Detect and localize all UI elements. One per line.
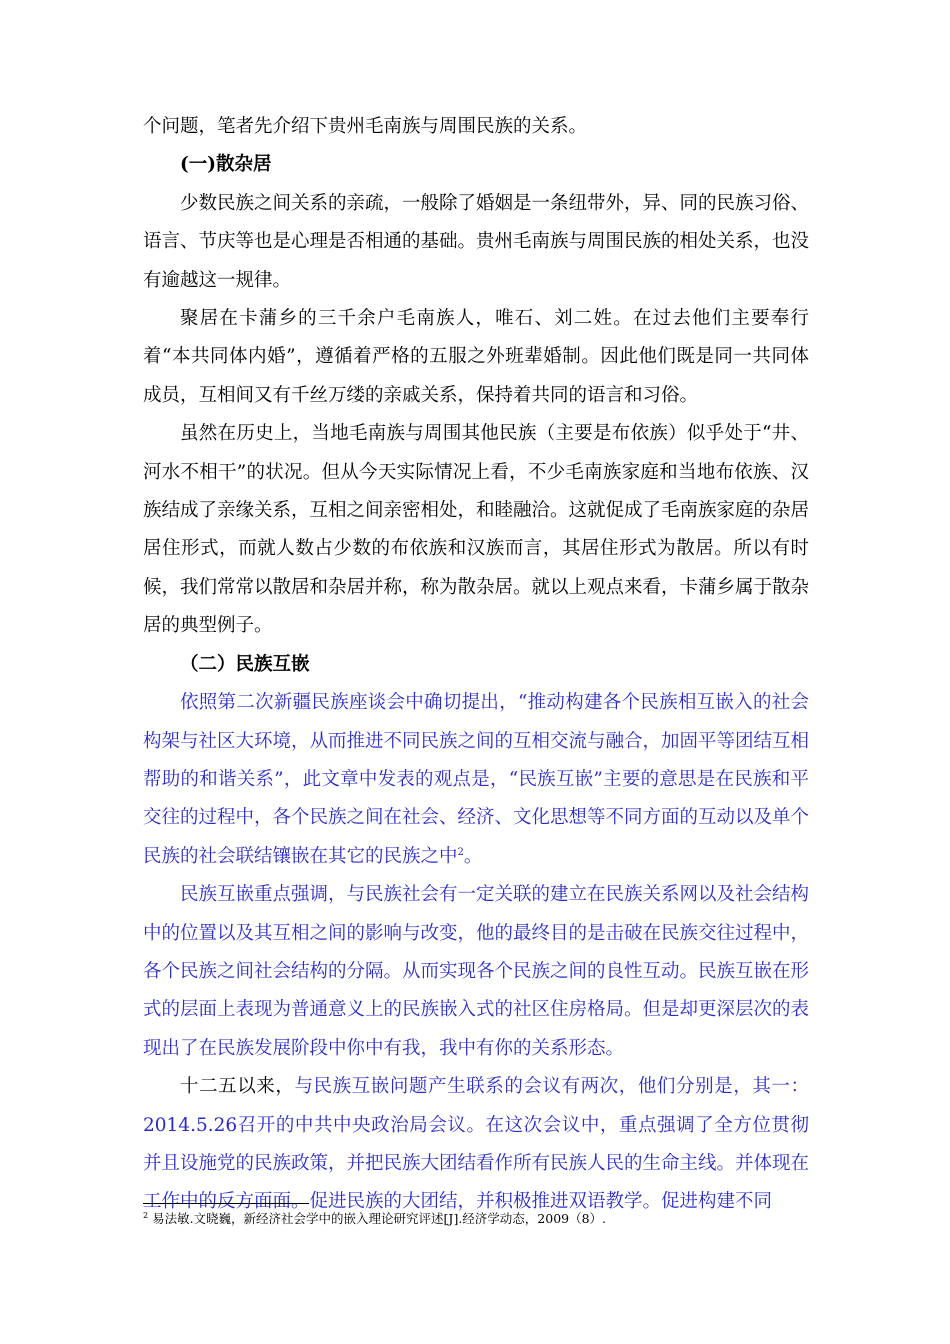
paragraph-6: 民族互嵌重点强调，与民族社会有一定关联的建立在民族关系网以及社会结构中的位置以及其互相之间的影响与改变，他的最终目的是击破在民族交往过程中，各个民族之间社会结构的分隔。从而实现各个民族之间的良性互动。民族互嵌在形式的层面上表现为普通意义上的民族嵌入式的社区住房格局。但是却更深层次的表现出了在民族发展阶段中你中有我，我中有你的关系形态。 [143,884,810,1059]
paragraph-4: 虽然在历史上，当地毛南族与周围其他民族（主要是布依族）似乎处于“井、河水不相干”的状况。但从今天实际情况上看，不少毛南族家庭和当地布依族、汉族结成了亲缘关系，互相之间亲密相处，和睦融洽。这就促成了毛南族家庭的杂居居住形式，而就人数占少数的布依族和汉族而言，其居住形式为散居。所以有时候，我们常常以散居和杂居并称，称为散杂居。就以上观点来看，卡蒲乡属于散杂居的典型例子。 [143,423,810,637]
footnote [143,1209,809,1229]
paragraph-7 [143,1068,809,1222]
footnote-reference: 2 [457,846,464,858]
footnote-text: 易法敏.文晓巍，新经济社会学中的嵌入理论研究评述[J].经济学动态，2009（8）. [152,1211,607,1226]
paragraph-2: 少数民族之间关系的亲疏，一般除了婚姻是一条纽带外，异、同的民族习俗、语言、节庆等也是心理是否相通的基础。贵州毛南族与周围民族的相处关系，也没有逾越这一规律。 [143,192,810,291]
body-text [143,108,809,1222]
section-heading-1: (一)散杂居 [180,154,272,176]
section-heading-2: （二）民族互嵌 [180,653,310,675]
paragraph-5-end: 。 [463,845,483,867]
paragraph-continuation: 个问题，笔者先介绍下贵州毛南族与周围民族的关系。 [143,116,588,137]
footnote-divider [143,1203,309,1204]
paragraph-5 [143,684,809,876]
paragraph-7-text: 与民族互嵌问题产生联系的会议有两次，他们分别是，其一：2014.5.26召开的中共中央政治局会议。在这次会议中，重点强调了全方位贯彻并且设施党的民族政策，并把民族大团结看作所有民族人民的生命主线。并体现在工作中的反方面面。促进民族的大团结，并积极推进双语教学。促进构建不同 [143,1076,810,1213]
paragraph-3: 聚居在卡蒲乡的三千余户毛南族人，唯石、刘二姓。在过去他们主要奉行着“本共同体内婚”，遵循着严格的五服之外班辈婚制。因此他们既是同一共同体成员，互相间又有千丝万缕的亲戚关系，保持着共同的语言和习俗。 [143,308,809,406]
footnote-marker: 2 [143,1210,149,1220]
paragraph-7-lead: 十二五以来， [180,1076,295,1098]
paragraph-5-text: 依照第二次新疆民族座谈会中确切提出，“推动构建各个民族相互嵌入的社会构架与社区大环境，从而推进不同民族之间的互相交流与融合，加固平等团结互相帮助的和谐关系”，此文章中发表的观点是，“民族互嵌”主要的意思是在民族和平交往的过程中，各个民族之间在社会、经济、文化思想等不同方面的互动以及单个民族的社会联结镶嵌在其它的民族之中 [143,692,810,867]
